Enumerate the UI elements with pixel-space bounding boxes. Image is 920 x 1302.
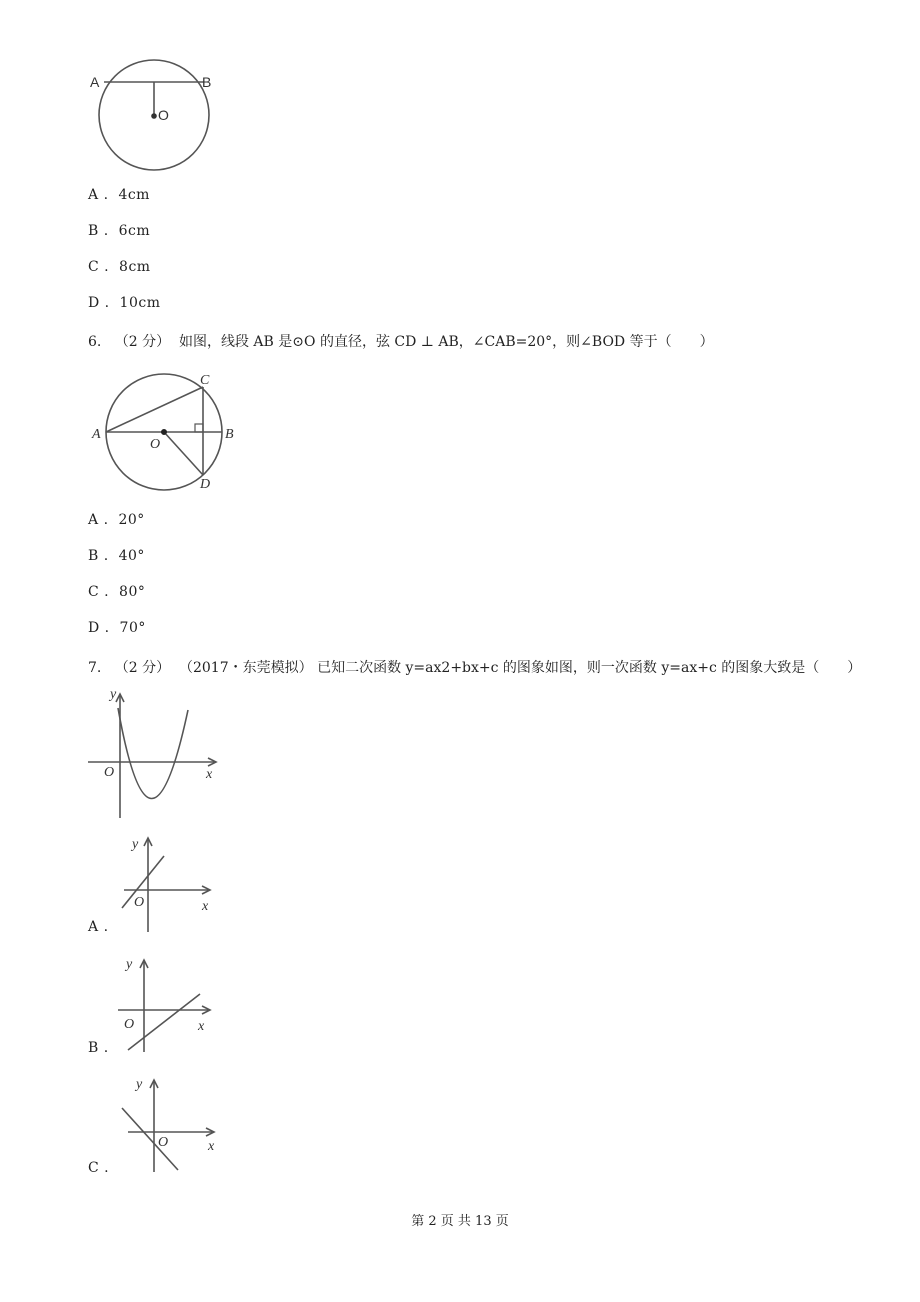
q7-number: 7. bbox=[88, 660, 102, 676]
label-c: C bbox=[200, 373, 210, 388]
label-b: B bbox=[225, 427, 234, 442]
label-y: y bbox=[126, 957, 133, 972]
label-a: A bbox=[92, 427, 101, 442]
q6-option-c[interactable]: C . 80° bbox=[88, 584, 146, 600]
parabola-curve bbox=[118, 708, 188, 799]
page-footer: 第 2 页 共 13 页 bbox=[411, 1214, 509, 1229]
q6-option-b-text: 40° bbox=[118, 548, 145, 564]
q6-option-b[interactable]: B . 40° bbox=[88, 548, 145, 564]
label-y: y bbox=[110, 687, 117, 702]
label-o: O bbox=[150, 437, 161, 452]
q7-stem bbox=[88, 657, 861, 677]
linear-function-line bbox=[128, 994, 200, 1050]
parabola-graph bbox=[88, 688, 228, 820]
label-x: x bbox=[208, 1139, 215, 1154]
q7-option-c-graph[interactable] bbox=[118, 1072, 218, 1174]
q6-stem bbox=[88, 331, 714, 351]
q5-option-d-text: 10cm bbox=[119, 295, 161, 311]
q7-option-a[interactable]: A . bbox=[88, 919, 109, 935]
q6-points: （2 分） bbox=[114, 334, 171, 350]
label-b: B bbox=[202, 74, 212, 90]
label-x: x bbox=[202, 899, 209, 914]
circle-figure-q5 bbox=[90, 60, 220, 180]
circle-figure-q6 bbox=[90, 368, 240, 493]
q7-option-c[interactable]: C . bbox=[88, 1160, 110, 1176]
q7-option-b-graph[interactable] bbox=[118, 952, 218, 1054]
q5-option-d[interactable]: D . 10cm bbox=[88, 295, 161, 311]
q5-option-a-text: 4cm bbox=[118, 187, 150, 203]
q5-option-b-text: 6cm bbox=[118, 223, 151, 239]
q6-option-c-text: 80° bbox=[119, 584, 146, 600]
q5-option-c[interactable]: C . 8cm bbox=[88, 259, 151, 275]
q7-text: 已知二次函数 y=ax2+bx+c 的图象如图，则一次函数 y=ax+c 的图象大致是（ ） bbox=[317, 660, 862, 676]
center-point bbox=[162, 430, 166, 434]
q7-points: （2 分） bbox=[114, 660, 171, 676]
label-o: O bbox=[104, 765, 115, 780]
q5-option-b[interactable]: B . 6cm bbox=[88, 223, 151, 239]
q7-source: （2017・东莞模拟） bbox=[178, 660, 313, 676]
q5-option-c-text: 8cm bbox=[119, 259, 151, 275]
right-angle-mark bbox=[195, 424, 203, 432]
center-point bbox=[152, 114, 156, 118]
q6-text: 如图，线段 AB 是⊙O 的直径，弦 CD ⊥ AB，∠CAB=20°，则∠BOD 等于（ ） bbox=[178, 334, 714, 350]
linear-function-line bbox=[122, 1108, 178, 1170]
q6-option-d[interactable]: D . 70° bbox=[88, 620, 146, 636]
q6-number: 6. bbox=[88, 334, 102, 350]
label-x: x bbox=[206, 767, 213, 782]
q6-option-a-text: 20° bbox=[118, 512, 145, 528]
label-x: x bbox=[198, 1019, 205, 1034]
label-y: y bbox=[132, 837, 139, 852]
label-o: O bbox=[134, 895, 145, 910]
label-d: D bbox=[200, 477, 211, 492]
segment-od bbox=[164, 432, 203, 475]
q7-option-b[interactable]: B . bbox=[88, 1040, 109, 1056]
q6-option-a[interactable]: A . 20° bbox=[88, 512, 145, 528]
label-a: A bbox=[90, 74, 100, 90]
q6-option-d-text: 70° bbox=[119, 620, 146, 636]
label-y: y bbox=[136, 1077, 143, 1092]
q5-option-a[interactable]: A . 4cm bbox=[88, 187, 150, 203]
label-o: O bbox=[158, 107, 169, 123]
q7-option-a-graph[interactable] bbox=[118, 832, 218, 934]
label-o: O bbox=[124, 1017, 135, 1032]
label-o: O bbox=[158, 1135, 169, 1150]
